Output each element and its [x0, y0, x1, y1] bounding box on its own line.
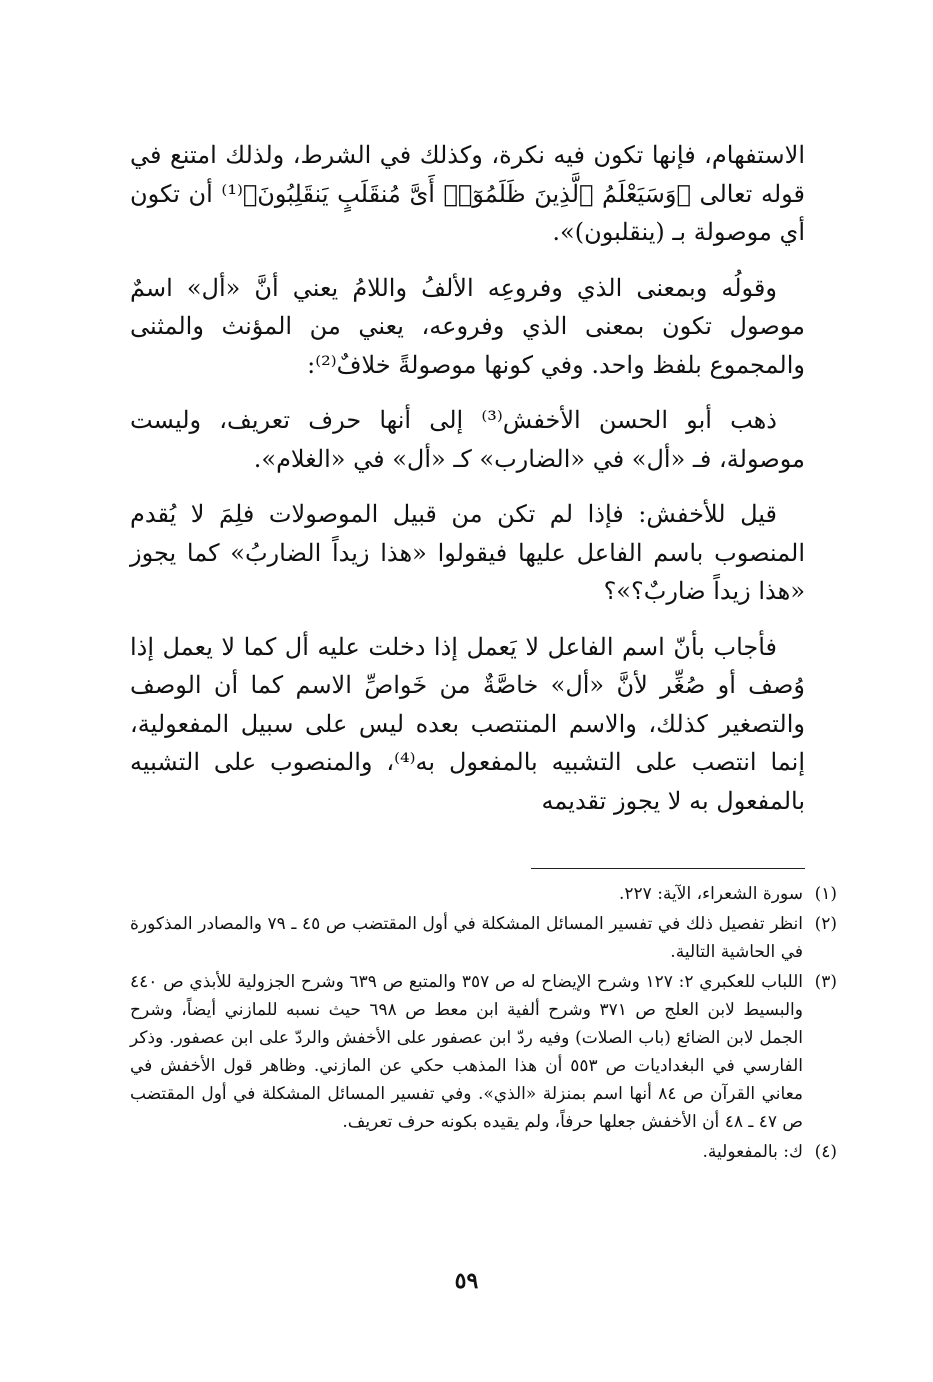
footnote-number: (٢): [814, 914, 837, 934]
paragraph-3: ذهب أبو الحسن الأخفش⁽³⁾ إلى أنها حرف تعريف، وليست موصولة، فـ «أل» في «الضارب» كـ «أل» في «الغلام».: [130, 406, 805, 473]
footnote-number: (٣): [814, 972, 837, 992]
paragraph-1: الاستفهام، فإنها تكون فيه نكرة، وكذلك في الشرط، ولذلك امتنع في قوله تعالى ﴿وَسَيَعْلَمُ ٱلَّذِينَ ظَلَمُوٓا۟ أَىَّ مُنقَلَبٍ يَنقَلِبُونَ﴾⁽¹⁾ أن تكون أي موصولة بـ (ينقلبون)».: [130, 141, 806, 246]
footnote-item: [130, 910, 837, 966]
footnote-divider: [531, 868, 805, 869]
footnote-item: [130, 1138, 837, 1166]
paragraph-5: فأجاب بأنّ اسم الفاعل لا يَعمل إذا دخلت عليه أل كما لا يعمل إذا وُصف أو صُغِّر لأنَّ «أل» خاصَّةٌ من خَواصِّ الاسم كما أن الوصف والتصغير كذلك، والاسم المنتصب بعده ليس على سبيل المفعولية، إنما انتصب على التشبيه بالمفعول به⁽⁴⁾، والمنصوب على التشبيه بالمفعول به لا يجوز تقديمه: [130, 632, 805, 815]
footnote-item: [130, 968, 837, 1136]
footnote-number: (٤): [814, 1142, 837, 1162]
paragraph-2: وقولُه وبمعنى الذي وفروعِه الألفُ واللامُ يعني أنَّ «أل» اسمٌ موصول تكون بمعنى الذي وفروعه، يعني من المؤنث والمثنى والمجموع بلفظ واحد. وفي كونها موصولةً خلافٌ⁽²⁾:: [130, 273, 805, 379]
footnote-text: سورة الشعراء، الآية: ٢٢٧.: [618, 884, 803, 904]
footnote-number: (١): [814, 884, 837, 904]
footnote-item: [130, 880, 837, 908]
footnote-text: اللباب للعكبري ٢: ١٢٧ وشرح الإيضاح له ص ٣٥٧ والمتبع ص ٦٣٩ وشرح الجزولية للأبذي ص ٤٤٠ والبسيط لابن العلج ص ٣٧١ وشرح ألفية ابن معط ص ٦٩٨ حيث نسبه للمازني أيضاً، وشرح الجمل لابن الضائع (باب الصلات) وفيه ردّ ابن عصفور على الأخفش والردّ على ابن عصفور. وذكر الفارسي في البغداديات ص ٥٥٣ أن هذا المذهب حكي عن المازني. وظاهر قول الأخفش في معاني القرآن ص ٨٤ أنها اسم بمنزلة «الذي». وفي تفسير المسائل المشكلة في أول المقتضب ص ٤٧ ـ ٤٨ أن الأخفش جعلها حرفاً، ولم يقيده بكونه حرف تعريف.: [130, 972, 804, 1132]
page-number: ٥٩: [454, 1268, 479, 1294]
footnote-text: انظر تفصيل ذلك في تفسير المسائل المشكلة في أول المقتضب ص ٤٥ ـ ٧٩ والمصادر المذكورة في الحاشية التالية.: [130, 914, 803, 962]
paragraph-4: قيل للأخفش: فإذا لم تكن من قبيل الموصولات فلِمَ لا يُقدم المنصوب باسم الفاعل عليها فيقولوا «هذا زيداً الضاربُ» كما يجوز «هذا زيداً ضاربٌ؟»؟: [130, 500, 805, 605]
footnote-text: ك: بالمفعولية.: [702, 1142, 803, 1162]
main-text: [130, 136, 805, 820]
footnotes: [130, 880, 837, 1168]
